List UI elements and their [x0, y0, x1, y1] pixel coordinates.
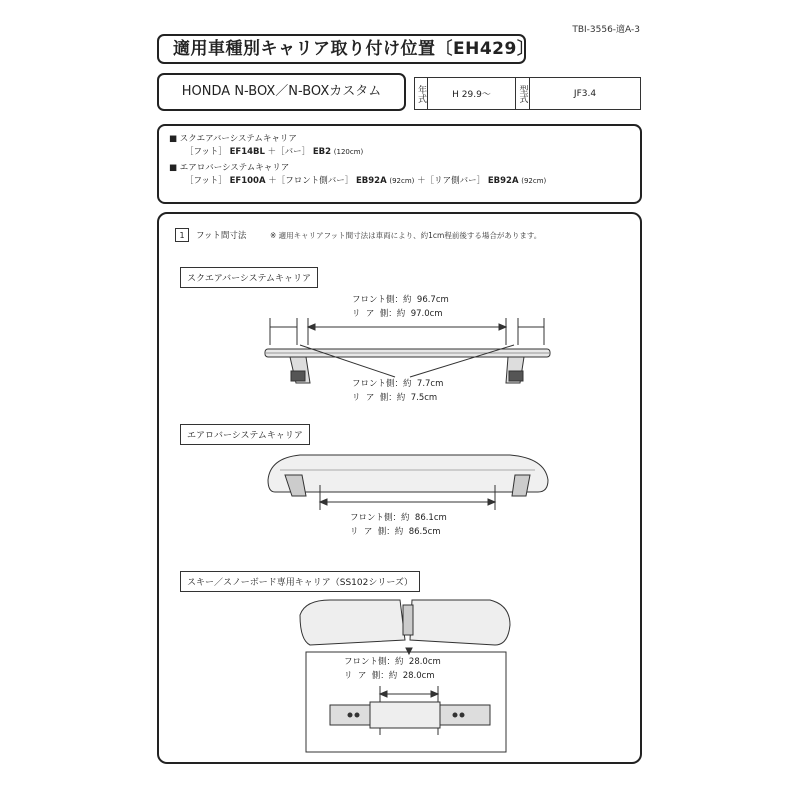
aero-front-code: EB92A: [355, 176, 387, 186]
square-bar-size: (120cm): [333, 148, 364, 156]
aero-front-size: (92cm): [389, 177, 415, 185]
ski-carrier-label: スキー／スノーボード専用キャリア（SS102シリーズ）: [180, 571, 420, 592]
aero-rear: リ ア 側：約 86.5cm: [350, 527, 441, 537]
square-bar-prefix: ＋［バー］: [267, 147, 311, 157]
year-label: 年式: [416, 84, 426, 103]
section-note: ※ 適用キャリアフット間寸法は車両により、約1cm程前後する場合があります。: [270, 231, 542, 240]
aero-front: フロント側：約 86.1cm: [350, 513, 447, 523]
section-title: フット間寸法: [196, 231, 247, 241]
section-number: 1: [175, 228, 189, 242]
page-title: 適用車種別キャリア取り付け位置〔EH429〕: [157, 34, 526, 64]
square-outer-rear: リ ア 側：約 7.5cm: [352, 393, 438, 403]
aero-carrier-heading: ■ エアロバーシステムキャリア: [169, 163, 290, 173]
ski-rear: リ ア 側：約 28.0cm: [344, 671, 435, 681]
vehicle-model: HONDA N-BOX／N-BOXカスタム: [157, 73, 406, 111]
square-bar-code: EB2: [312, 147, 332, 157]
square-inner-rear: リ ア 側：約 97.0cm: [352, 309, 443, 319]
aero-rear-code: EB92A: [487, 176, 519, 186]
aero-carrier-diagram: [268, 455, 548, 510]
type-value: JF3.4: [573, 88, 597, 99]
square-carrier-heading: ■ スクエアバーシステムキャリア: [169, 134, 297, 144]
square-inner-front: フロント側：約 96.7cm: [352, 295, 449, 305]
aero-foot-prefix: ［フット］: [185, 176, 227, 186]
aero-carrier-label: エアロバーシステムキャリア: [180, 424, 310, 445]
ski-front: フロント側：約 28.0cm: [344, 657, 441, 667]
aero-front-label: ＋［フロント側バー］: [268, 176, 354, 186]
square-outer-front: フロント側：約 7.7cm: [352, 379, 444, 389]
square-carrier-diagram: [265, 318, 550, 383]
document-id: TBI-3556-適A-3: [572, 25, 640, 35]
year-value: H 29.9～: [428, 78, 516, 109]
aero-foot-code: EF100A: [229, 176, 266, 186]
type-label: 型式: [517, 84, 528, 103]
square-foot-prefix: ［フット］: [185, 147, 227, 157]
aero-rear-label: ＋［リア側バー］: [417, 176, 486, 186]
square-foot-code: EF14BL: [229, 147, 265, 157]
aero-rear-size: (92cm): [521, 177, 547, 185]
square-carrier-label: スクエアバーシステムキャリア: [180, 267, 318, 288]
